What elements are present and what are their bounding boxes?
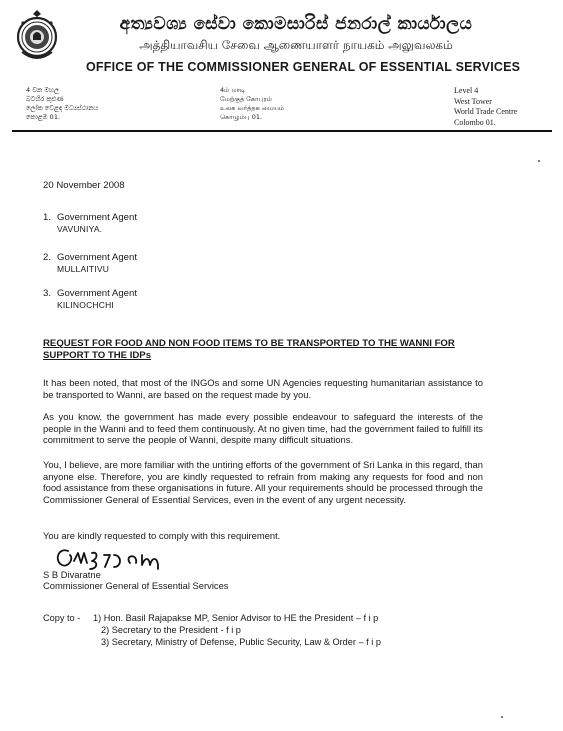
letter-date: 20 November 2008	[43, 180, 125, 191]
copy-recipient: 1) Hon. Basil Rajapakse MP, Senior Advisor to HE the President – f i p	[93, 613, 379, 623]
signer-name: S B Divaratne	[43, 569, 101, 580]
recipient-title: Government Agent	[57, 288, 137, 299]
copy-list	[93, 613, 381, 648]
letterhead-english-title: OFFICE OF THE COMMISSIONER GENERAL OF ESSENTIAL SERVICES	[86, 60, 521, 74]
address-line: 4ம் மாடி	[220, 86, 246, 94]
recipient-title: Government Agent	[57, 252, 137, 263]
copy-recipient: 2) Secretary to the President - f i p	[101, 624, 241, 635]
address-line: கொழும்பு 01.	[220, 113, 263, 121]
recipient-place: VAVUNIYA.	[57, 223, 103, 234]
address-line: කොළඹ 01.	[26, 113, 61, 121]
address-tamil	[220, 86, 284, 122]
address-line: ලෝක වෙළඳ මධ්‍යස්ථානය	[26, 104, 99, 112]
letterhead-divider	[12, 130, 552, 132]
scan-speck	[501, 716, 503, 718]
address-line: உலக வர்த்தக மையம்	[220, 104, 285, 112]
national-emblem-icon	[14, 8, 60, 64]
body-paragraph: It has been noted, that most of the INGOs and some UN Agencies requesting humanitarian assistance to be transported to Wanni, are based on the request made by you.	[43, 377, 483, 400]
handwritten-signature	[52, 545, 192, 571]
recipient-number: 2.	[43, 252, 52, 263]
copy-to-label: Copy to -	[43, 613, 81, 623]
recipient-place: KILINOCHCHI	[57, 299, 114, 310]
copy-recipient: 3) Secretary, Ministry of Defense, Public Security, Law & Order – f i p	[101, 636, 381, 647]
body-paragraph: As you know, the government has made every possible endeavour to safeguard the interests of the people in the Wanni and to feed them continuously. At no given time, had the government failed to fulfill its commitment to serve the people of Wanni, despite many difficult situations.	[43, 411, 483, 446]
address-sinhala	[26, 86, 98, 122]
recipient-number: 3.	[43, 288, 52, 299]
address-line: World Trade Centre	[454, 107, 518, 116]
body-paragraph: You, I believe, are more familiar with the untiring efforts of the government of Sri Lanka in this regard, than anyone else. Therefore, you are kindly requested to refrain from making any requests for food and non food assistance from these organisations in future. All your requirements should be processed through the Commissioner General of Essential Services, even in the event of any urgent necessity.	[43, 459, 483, 505]
letterhead-tamil-title: அத்தியாவசிய சேவை ஆணையாளர் நாயகம் அலுவலகம்	[139, 38, 453, 52]
address-line: බටහිර කුළුණ	[26, 95, 64, 103]
address-line: 4 වන මහල	[26, 86, 59, 94]
address-line: West Tower	[454, 96, 492, 106]
body-paragraph: You are kindly requested to comply with this requirement.	[43, 530, 281, 541]
signer-block	[43, 569, 229, 592]
letterhead-sinhala-title: අත්‍යවශ්‍ය සේවා කොමසාරිස් ජනරාල් කාර්යාලය	[119, 14, 473, 34]
address-english	[454, 86, 517, 128]
scan-speck	[538, 160, 540, 162]
recipient-place: MULLAITIVU	[57, 263, 110, 274]
signer-title: Commissioner General of Essential Services	[43, 580, 229, 592]
address-line: Colombo 01.	[454, 117, 496, 127]
letter-subject: REQUEST FOR FOOD AND NON FOOD ITEMS TO BE TRANSPORTED TO THE WANNI FOR SUPPORT TO THE IDPs	[43, 338, 455, 361]
recipient-title: Government Agent	[57, 212, 137, 223]
address-line: Level 4	[454, 86, 479, 95]
address-line: மேற்குத் கோபுரம்	[220, 95, 272, 103]
recipient-number: 1.	[43, 212, 52, 223]
